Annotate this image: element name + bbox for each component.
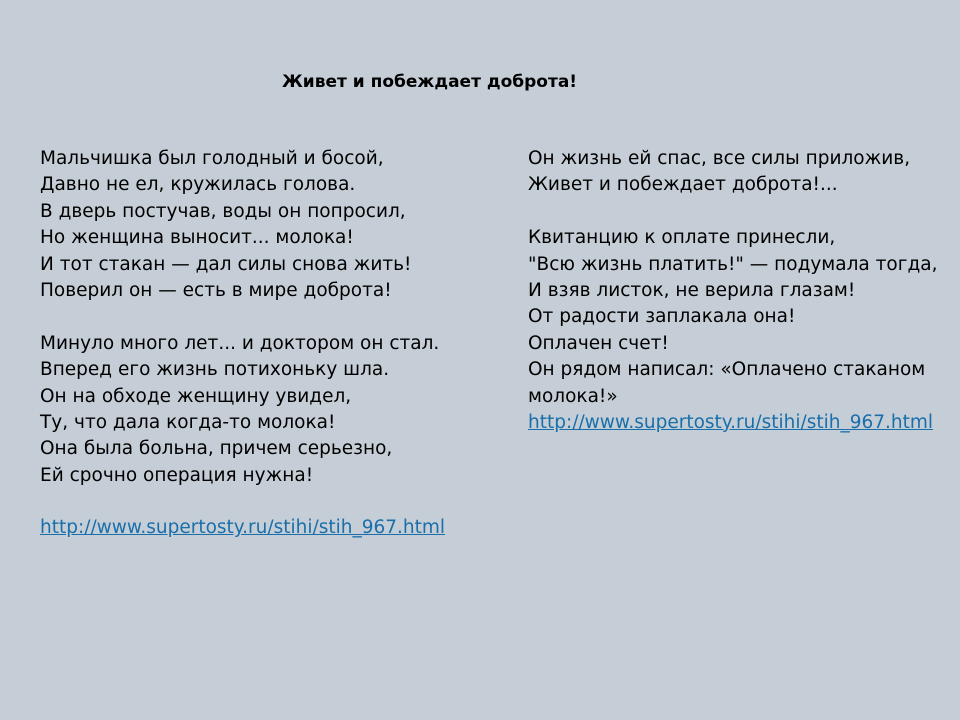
stanza-gap	[40, 489, 500, 515]
poem-line: Но женщина выносит... молока!	[40, 227, 354, 249]
poem-line: Он на обходе женщину увидел,	[40, 385, 352, 407]
source-link[interactable]: http://www.supertosty.ru/stihi/stih_967.html	[528, 411, 934, 433]
poem-line: И взяв листок, не верила глазам!	[528, 279, 856, 301]
poem-line: молока!»	[528, 385, 618, 407]
poem-line: Давно не ел, кружилась голова.	[40, 174, 356, 196]
stanza-gap	[528, 199, 960, 225]
poem-line: И тот стакан — дал силы снова жить!	[40, 253, 412, 275]
source-link[interactable]: http://www.supertosty.ru/stihi/stih_967.html	[40, 517, 446, 539]
poem-line: От радости заплакала она!	[528, 306, 796, 328]
poem-line: "Всю жизнь платить!" — подумала тогда,	[528, 253, 938, 275]
poem-line: Вперед его жизнь потихоньку шла.	[40, 359, 390, 381]
poem-line: Ту, что дала когда-то молока!	[40, 411, 336, 433]
poem-line: Живет и побеждает доброта!...	[528, 174, 838, 196]
stanza-gap	[40, 304, 500, 330]
poem-line: Она была больна, причем серьезно,	[40, 438, 393, 460]
poem-line: Поверил он — есть в мире доброта!	[40, 279, 392, 301]
poem-line: Минуло много лет... и доктором он стал.	[40, 332, 440, 354]
poem-title: Живет и побеждает доброта!	[282, 72, 578, 92]
poem-line: Мальчишка был голодный и босой,	[40, 148, 384, 169]
poem-line: Он жизнь ей спас, все силы приложив,	[528, 148, 911, 169]
left-column	[40, 146, 500, 542]
poem-line: Квитанцию к оплате принесли,	[528, 227, 836, 249]
poem-line: Оплачен счет!	[528, 332, 669, 354]
right-column	[528, 146, 960, 436]
poem-line: Он рядом написал: «Оплачено стаканом	[528, 359, 926, 381]
poem-line: Ей срочно операция нужна!	[40, 464, 314, 486]
poem-line: В дверь постучав, воды он попросил,	[40, 200, 406, 222]
